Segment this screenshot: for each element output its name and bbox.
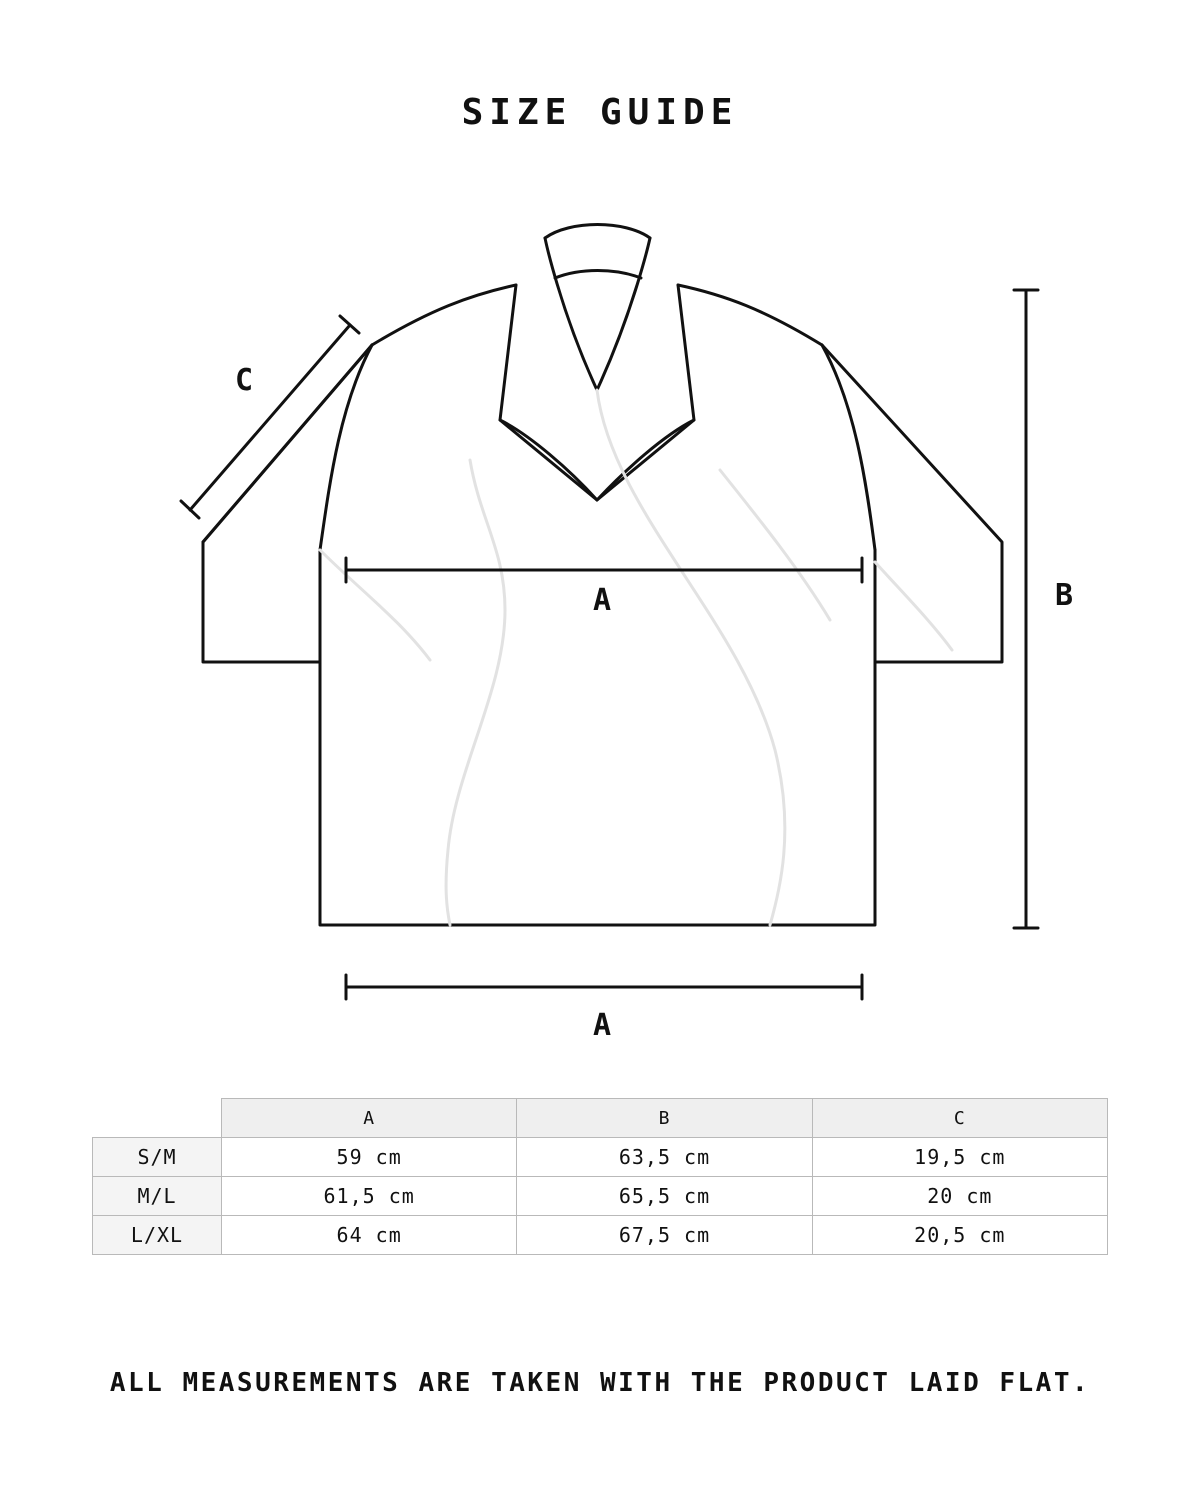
label-a-chest: A — [592, 583, 612, 618]
table-row — [93, 1177, 1108, 1216]
cell-c: 20 cm — [812, 1177, 1107, 1216]
row-size-label: M/L — [93, 1177, 222, 1216]
dimension-b-length — [1014, 290, 1038, 928]
table-corner-cell — [93, 1099, 222, 1138]
dimension-a-chest — [346, 558, 862, 582]
cell-b: 65,5 cm — [517, 1177, 812, 1216]
cell-a: 61,5 cm — [222, 1177, 517, 1216]
label-c-sleeve: C — [234, 363, 254, 398]
table-header-b: B — [517, 1099, 812, 1138]
row-size-label: L/XL — [93, 1216, 222, 1255]
garment-diagram — [0, 190, 1200, 1070]
table-row — [93, 1216, 1108, 1255]
table-row — [93, 1138, 1108, 1177]
measurement-note: ALL MEASUREMENTS ARE TAKEN WITH THE PRODUCT LAID FLAT. — [109, 1368, 1091, 1398]
cell-a: 64 cm — [222, 1216, 517, 1255]
label-b-length: B — [1054, 578, 1074, 613]
row-size-label: S/M — [93, 1138, 222, 1177]
cell-c: 19,5 cm — [812, 1138, 1107, 1177]
cell-b: 63,5 cm — [517, 1138, 812, 1177]
dimension-c-sleeve — [181, 316, 359, 518]
cell-b: 67,5 cm — [517, 1216, 812, 1255]
cell-c: 20,5 cm — [812, 1216, 1107, 1255]
label-a-hem: A — [592, 1008, 612, 1043]
table-header-c: C — [812, 1099, 1107, 1138]
table-header-row — [93, 1099, 1108, 1138]
cell-a: 59 cm — [222, 1138, 517, 1177]
page-title: SIZE GUIDE — [461, 92, 739, 133]
table-header-a: A — [222, 1099, 517, 1138]
dimension-a-hem — [346, 975, 862, 999]
size-table — [92, 1098, 1108, 1255]
